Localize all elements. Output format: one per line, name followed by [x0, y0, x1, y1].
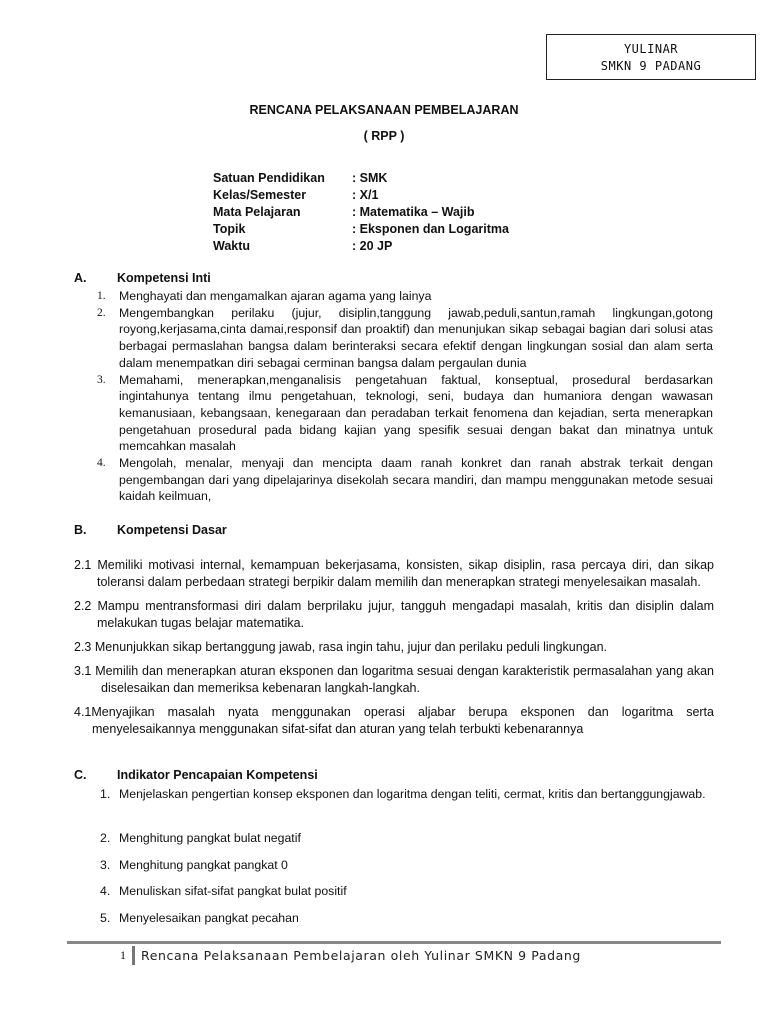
- kd-number: 2.3: [74, 640, 92, 654]
- list-number: 2.: [97, 306, 106, 319]
- identity-label: Mata Pelajaran: [213, 205, 301, 219]
- section-title: Kompetensi Inti: [117, 271, 211, 285]
- list-number: 3.: [97, 373, 106, 386]
- identity-label: Topik: [213, 222, 246, 236]
- list-item: [93, 305, 713, 372]
- kompetensi-inti-list: [93, 288, 713, 505]
- section-c-heading: [70, 768, 318, 782]
- kd-text: Memilih dan menerapkan aturan eksponen dan logaritma sesuai dengan karakteristik permasalahan yang akan diselesaikan dan memeriksa kebenaran langkah-langkah.: [95, 664, 714, 695]
- document-title: RENCANA PELAKSANAAN PEMBELAJARAN: [249, 103, 519, 117]
- identity-row: [213, 204, 509, 221]
- kd-text: Menyajikan masalah nyata menggunakan operasi aljabar berupa eksponen dan logaritma serta menyelesaikannya menggunakan sifat-sifat dan aturan yang telah terbukti kebenarannya: [91, 705, 714, 736]
- list-number: 5.: [100, 911, 111, 925]
- identity-label: Satuan Pendidikan: [213, 171, 325, 185]
- list-number: 2.: [100, 831, 111, 845]
- kompetensi-dasar-item: [74, 639, 714, 656]
- section-title: Indikator Pencapaian Kompetensi: [117, 768, 318, 782]
- kd-text: Menunjukkan sikap bertanggung jawab, rasa ingin tahu, jujur dan perilaku peduli lingkungan.: [94, 640, 608, 654]
- author-name: YULINAR: [623, 42, 679, 56]
- list-item: [100, 909, 714, 927]
- footer-separator: [132, 946, 135, 965]
- section-letter: A.: [74, 271, 87, 285]
- identity-table: [213, 170, 509, 255]
- list-text: Menghitung pangkat pangkat 0: [119, 858, 288, 872]
- kd-number: 3.1: [74, 664, 92, 678]
- identity-row: [213, 187, 509, 204]
- kd-number: 4.1: [74, 705, 92, 719]
- identity-label: Waktu: [213, 239, 251, 253]
- identity-value: : SMK: [352, 171, 388, 185]
- list-item: [100, 882, 714, 900]
- list-text: Mengembangkan perilaku (jujur, disiplin,tanggung jawab,peduli,santun,ramah lingkungan,gotong royong,kerjasama,cinta damai,responsif dan proaktif) dan menunjukan sikap sebagai bagian dari solusi atas berbagai permaslahan bangsa dalam berinteraksi secara efektif dengan lingkungan sosial dan alam serta dalam menempatkan diri sebagai cerminan bangsa dalam pergaulan dunia: [119, 305, 713, 370]
- list-item: [100, 785, 714, 803]
- list-text: Menghayati dan mengamalkan ajaran agama yang lainya: [119, 289, 432, 303]
- list-text: Menghitung pangkat bulat negatif: [119, 831, 301, 845]
- identity-row: [213, 238, 509, 255]
- section-letter: C.: [74, 768, 87, 782]
- kd-text: Memiliki motivasi internal, kemampuan bekerjasama, konsisten, sikap disiplin, rasa percaya diri, dan sikap toleransi dalam perbedaan strategi berpikir dalam memilih dan menerapkan strategi menyelesaikan masalah.: [97, 558, 715, 589]
- page-number: 1: [120, 948, 126, 962]
- section-b-heading: [70, 523, 227, 537]
- list-item: [93, 372, 713, 456]
- kd-text: Mampu mentransformasi diri dalam berprilaku jujur, tangguh mengadapi masalah, kritis dan disiplin dalam melakukan tugas belajar matematika.: [97, 599, 714, 630]
- identity-row: [213, 221, 509, 238]
- kd-number: 2.2: [74, 599, 92, 613]
- document-subtitle: ( RPP ): [363, 129, 405, 143]
- page-footer: [120, 946, 581, 965]
- list-number: 1.: [100, 787, 111, 801]
- footer-divider: [67, 941, 721, 944]
- footer-text: Rencana Pelaksanaan Pembelajaran oleh Yulinar SMKN 9 Padang: [141, 948, 581, 963]
- author-box: [546, 34, 756, 80]
- list-number: 1.: [97, 290, 106, 302]
- kompetensi-dasar-item: [74, 557, 714, 591]
- identity-value: : Eksponen dan Logaritma: [352, 222, 509, 236]
- list-text: Menjelaskan pengertian konsep eksponen dan logaritma dengan teliti, cermat, kritis dan bertanggungjawab.: [119, 787, 706, 801]
- list-text: Menuliskan sifat-sifat pangkat bulat positif: [119, 884, 347, 898]
- identity-value: : X/1: [352, 188, 379, 202]
- list-number: 4.: [97, 457, 106, 470]
- author-school: SMKN 9 PADANG: [600, 59, 702, 73]
- list-item: [93, 455, 713, 505]
- list-item: [93, 288, 713, 305]
- identity-label: Kelas/Semester: [213, 188, 307, 202]
- list-text: Mengolah, menalar, menyaji dan mencipta daam ranah konkret dan ranah abstrak terkait dengan pengembangan dari yang dipelajarinya disekolah secara mandiri, dan mampu menggunakan metode sesuai kaidah keilmuan,: [119, 456, 713, 504]
- list-text: Menyelesaikan pangkat pecahan: [119, 911, 299, 925]
- kompetensi-dasar-item: [74, 663, 714, 697]
- list-number: 3.: [100, 858, 111, 872]
- list-text: Memahami, menerapkan,menganalisis pengetahuan faktual, konseptual, prosedural berdasarkan ingintahunya tentang ilmu pengetahuan, teknologi, seni, budaya dan humaniora dengan wawasan kemanusiaan, kebangsaan, kenegaraan dan peradaban terkait fenomena dan kejadian, serta menerapkan pengetahuan prosedural pada bidang kajian yang spesifik sesuai dengan bakat dan minatnya untuk memcahkan masalah: [119, 372, 713, 454]
- identity-value: : Matematika – Wajib: [352, 205, 475, 219]
- section-letter: B.: [74, 523, 87, 537]
- list-number: 4.: [100, 884, 111, 898]
- kompetensi-dasar-item: [74, 598, 714, 632]
- list-item: [100, 856, 714, 874]
- kd-number: 2.1: [74, 558, 92, 572]
- identity-value: : 20 JP: [352, 239, 393, 253]
- identity-row: [213, 170, 509, 187]
- list-item: [100, 829, 714, 847]
- section-title: Kompetensi Dasar: [117, 523, 227, 537]
- section-a-heading: [70, 271, 211, 285]
- kompetensi-dasar-item: [74, 704, 714, 738]
